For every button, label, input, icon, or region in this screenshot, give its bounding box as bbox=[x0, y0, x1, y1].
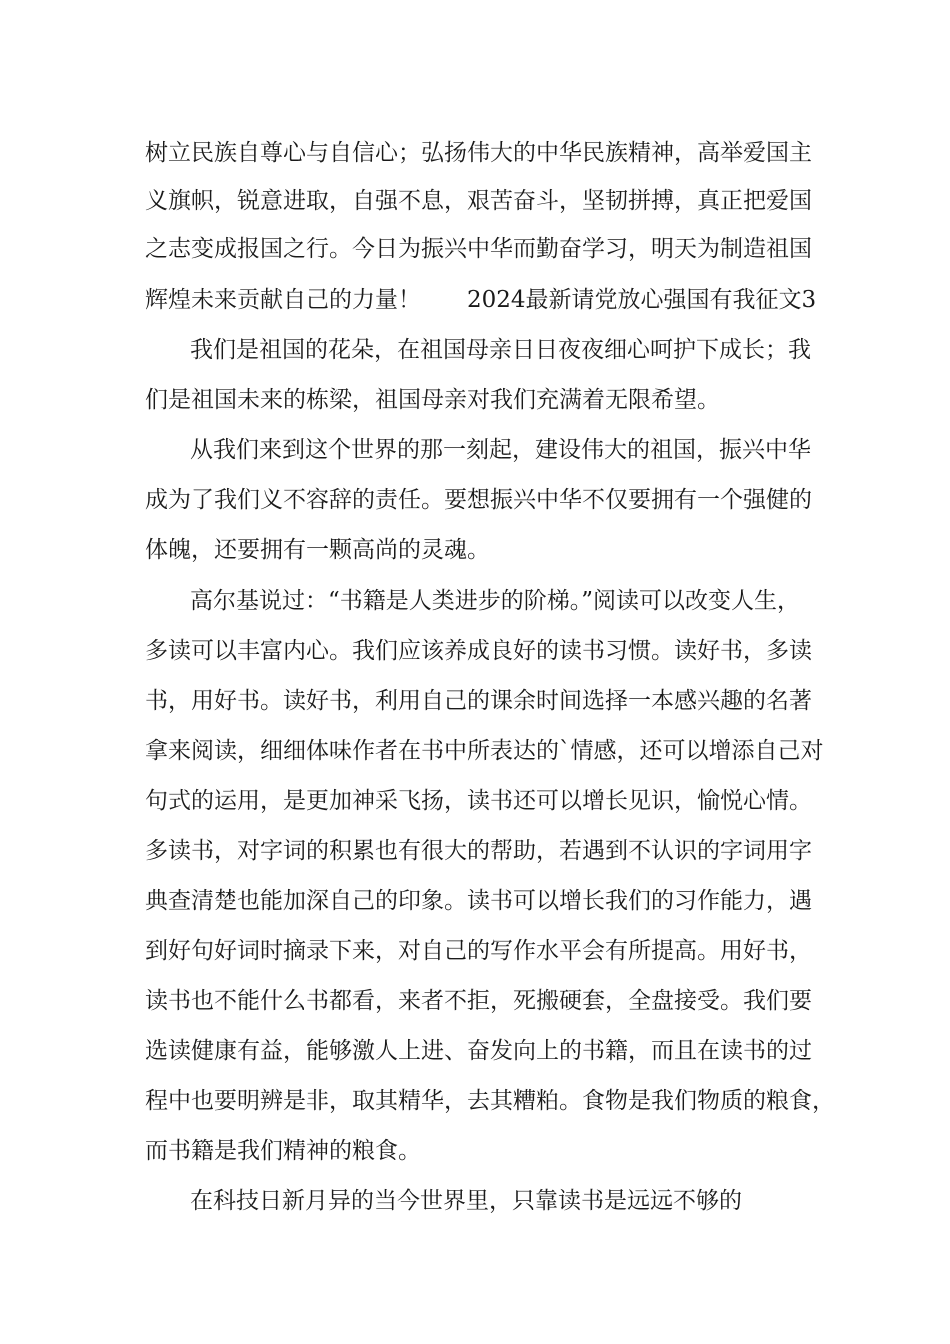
text-line: 我们是祖国的花朵，在祖国母亲日日夜夜细心呵护下成长；我 bbox=[190, 337, 811, 363]
text-line: 在科技日新月异的当今世界里，只靠读书是远远不够的 bbox=[190, 1188, 742, 1214]
text-line: 句式的运用，是更加神采飞扬，读书还可以增长见识，愉悦心情。 bbox=[145, 788, 812, 814]
text-line: 之志变成报国之行。今日为振兴中华而勤奋学习，明天为制造祖国 bbox=[145, 236, 812, 262]
text-line: 选读健康有益，能够激人上进、奋发向上的书籍，而且在读书的过 bbox=[145, 1038, 812, 1064]
text-line: 义旗帜，锐意进取，自强不息，艰苦奋斗，坚韧拼搏，真正把爱国 bbox=[145, 188, 812, 214]
text-line: 程中也要明辨是非，取其精华，去其糟粕。食物是我们物质的粮食， bbox=[145, 1088, 835, 1114]
text-line: 辉煌未来贡献自己的力量！ 2024最新请党放心强国有我征文3 bbox=[145, 287, 817, 313]
text-line: 书，用好书。读好书，利用自己的课余时间选择一本感兴趣的名著 bbox=[145, 688, 812, 714]
text-line: 从我们来到这个世界的那一刻起，建设伟大的祖国，振兴中华 bbox=[190, 437, 811, 463]
text-line: 到好句好词时摘录下来，对自己的写作水平会有所提高。用好书， bbox=[145, 938, 812, 964]
text-line: 树立民族自尊心与自信心；弘扬伟大的中华民族精神，高举爱国主 bbox=[145, 140, 812, 166]
text-line: 典查清楚也能加深自己的印象。读书可以增长我们的习作能力，遇 bbox=[145, 888, 812, 914]
text-line: 多读书，对字词的积累也有很大的帮助，若遇到不认识的字词用字 bbox=[145, 838, 812, 864]
text-line: 成为了我们义不容辞的责任。要想振兴中华不仅要拥有一个强健的 bbox=[145, 487, 812, 513]
text-line: 高尔基说过：“书籍是人类进步的阶梯。”阅读可以改变人生， bbox=[190, 588, 801, 614]
text-line: 们是祖国未来的栋梁，祖国母亲对我们充满着无限希望。 bbox=[145, 387, 720, 413]
text-line: 多读可以丰富内心。我们应该养成良好的读书习惯。读好书，多读 bbox=[145, 638, 812, 664]
text-line: 而书籍是我们精神的粮食。 bbox=[145, 1138, 421, 1164]
text-line: 体魄，还要拥有一颗高尚的灵魂。 bbox=[145, 537, 490, 563]
text-line: 读书也不能什么书都看，来者不拒，死搬硬套，全盘接受。我们要 bbox=[145, 988, 812, 1014]
text-line: 拿来阅读，细细体味作者在书中所表达的`情感，还可以增添自己对 bbox=[145, 738, 824, 764]
